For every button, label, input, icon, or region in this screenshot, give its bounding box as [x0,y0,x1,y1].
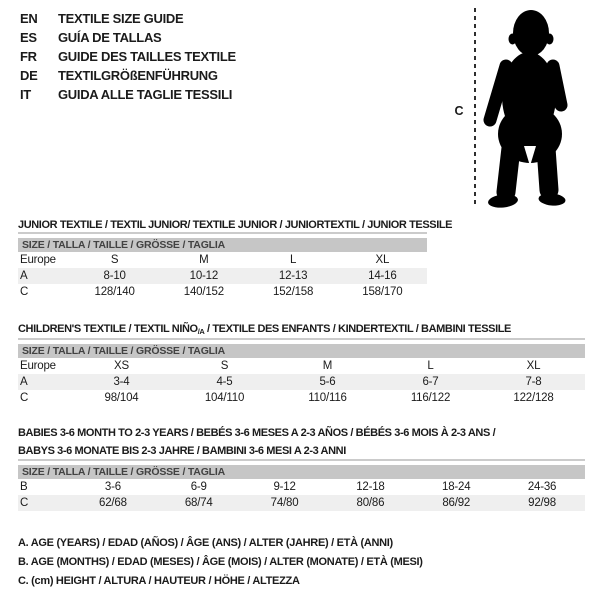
language-title-list [20,9,236,104]
cell: 116/122 [410,392,451,404]
language-code: FR [20,49,37,64]
cell: 152/158 [273,286,314,298]
cell: 158/170 [362,286,403,298]
cell: XS [114,360,129,372]
cell: 8-10 [103,270,126,282]
junior-section-title: JUNIOR TEXTILE / TEXTIL JUNIOR/ TEXTILE JUNIOR / JUNIORTEXTIL / JUNIOR TESSILE [18,219,453,231]
size-header-bar: SIZE / TALLA / TAILLE / GRÖSSE / TAGLIA [18,465,585,479]
language-code: DE [20,68,38,83]
cell: L [427,360,434,372]
language-row [20,28,236,47]
cell: 14-16 [368,270,397,282]
language-code: ES [20,30,37,45]
row-label: B [20,481,28,493]
cell: 24-36 [527,481,557,493]
height-measure-dotted-line [474,8,476,205]
language-row [20,47,236,66]
height-measure-label: C [454,104,464,118]
baby-arm-right [553,66,561,105]
cell: 12-13 [278,270,308,282]
table-row-europe [18,358,585,374]
babies-size-table [18,459,585,511]
cell: 9-12 [273,481,296,493]
language-row [20,85,236,104]
cell: 110/116 [308,392,347,404]
cell: 4-5 [216,376,233,388]
table-row-age-months [18,479,585,495]
row-label: C [20,392,29,404]
footnote-a: A. AGE (YEARS) / EDAD (AÑOS) / ÂGE (ANS) / ALTER (JAHRE) / ETÀ (ANNI) [18,537,393,549]
cell: 6-7 [422,376,439,388]
table-row-europe [18,252,427,268]
babies-section-title [18,424,495,460]
table-top-rule [18,459,585,461]
cell: 68/74 [184,497,213,509]
language-row [20,9,236,28]
baby-arm-left [490,66,506,120]
cell: 3-4 [113,376,130,388]
row-label: Europe [20,254,56,266]
baby-leg-right [546,148,549,190]
cell: 92/98 [528,497,556,509]
cell: 6-9 [190,481,207,493]
cell: XL [375,254,390,266]
row-label: A [20,270,28,282]
cell: 12-18 [356,481,385,493]
footnotes [18,534,423,591]
baby-leg-left [506,148,511,192]
junior-size-table [18,232,427,300]
cell: XL [526,360,541,372]
children-size-table [18,338,585,406]
cell: 104/110 [204,392,245,404]
guide-title: GUIDA ALLE TAGLIE TESSILI [58,87,233,102]
guide-title: GUIDE DES TAILLES TEXTILE [58,49,236,64]
table-row-height [18,284,427,300]
cell: 128/140 [94,286,135,298]
table-top-rule [18,232,427,234]
guide-title: TEXTILGRÖßENFÜHRUNG [58,68,218,83]
language-code: IT [20,87,31,102]
baby-silhouette [483,8,595,212]
cell: 140/152 [183,286,224,298]
row-label: C [20,286,29,298]
cell: S [220,360,229,372]
cell: 3-6 [104,481,121,493]
baby-head [513,10,549,56]
row-label: Europe [20,360,56,372]
table-row-age [18,374,585,390]
size-header-bar: SIZE / TALLA / TAILLE / GRÖSSE / TAGLIA [18,238,427,252]
cell: 18-24 [442,481,471,493]
cell: 74/80 [270,497,299,509]
footnote-b: B. AGE (MONTHS) / EDAD (MESES) / ÂGE (MOIS) / ALTER (MONATE) / ETÀ (MESI) [18,556,423,568]
guide-title: TEXTILE SIZE GUIDE [58,11,184,26]
row-label: A [20,376,28,388]
footnote-c: C. (cm) HEIGHT / ALTURA / HAUTEUR / HÖHE / ALTEZZA [18,575,300,587]
cell: 86/92 [442,497,471,509]
table-row-age [18,268,427,284]
cell: M [199,254,209,266]
cell: 7-8 [525,376,542,388]
children-title-pre: CHILDREN'S TEXTILE / TEXTIL NIÑO [18,323,198,335]
cell: S [110,254,119,266]
row-label: C [20,497,29,509]
table-row-height [18,390,585,406]
language-code: EN [20,11,38,26]
cell: 62/68 [99,497,127,509]
size-header-bar: SIZE / TALLA / TAILLE / GRÖSSE / TAGLIA [18,344,585,358]
cell: 10-12 [189,270,219,282]
table-row-height [18,495,585,511]
cell: 122/128 [513,392,554,404]
children-title-post: / TEXTILE DES ENFANTS / KINDERTEXTIL / BAMBINI TESSILE [204,323,511,335]
cell: 80/86 [356,497,385,509]
babies-title-line2: BABYS 3-6 MONATE BIS 2-3 JAHRE / BAMBINI 3-6 MESI A 2-3 ANNI [18,445,346,457]
children-title-subscript: /A [197,327,205,336]
cell: L [290,254,297,266]
babies-title-line1: BABIES 3-6 MONTH TO 2-3 YEARS / BEBÉS 3-6 MESES A 2-3 AÑOS / BÉBÉS 3-6 MOIS À 2-3 ANS / [18,427,496,439]
language-row [20,66,236,85]
cell: M [322,360,333,372]
guide-title: GUÍA DE TALLAS [58,30,162,45]
cell: 98/104 [104,392,139,404]
cell: 5-6 [319,376,336,388]
table-top-rule [18,338,585,340]
